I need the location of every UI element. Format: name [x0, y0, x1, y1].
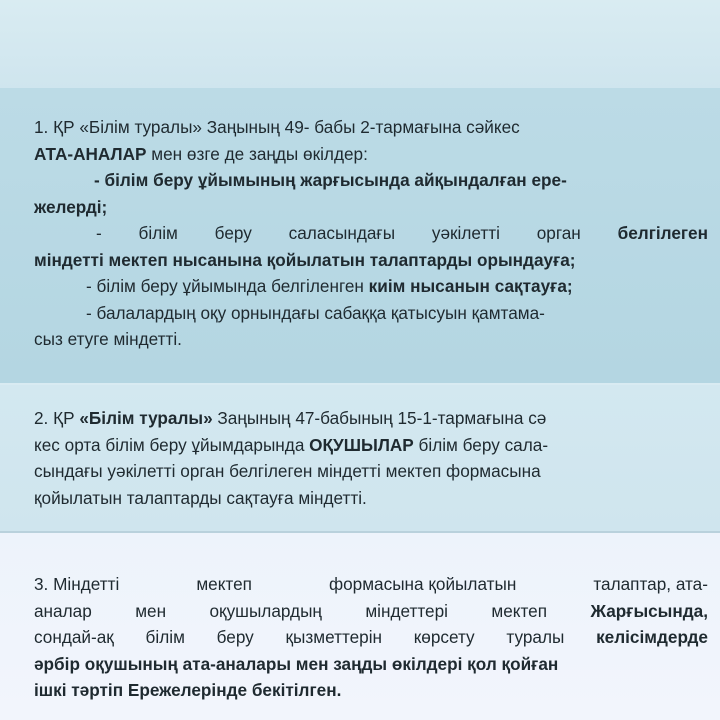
s2-line-1: 2. ҚР «Білім туралы» Заңының 47-бабының 15-1-тармағына сә — [34, 408, 547, 428]
s3-line-1: 3. Міндетті мектеп формасына қойылатын талаптар, ата- — [34, 574, 708, 594]
s2-line-2: кес орта білім беру ұйымдарында ОҚУШЫЛАР білім беру сала- — [34, 434, 549, 455]
s2-line-3: сындағы уәкілетті орган белгілеген міндетті мектеп формасына — [34, 461, 541, 481]
section-1-text — [34, 114, 708, 353]
s3-line-3: сондай-ақ білім беру қызметтерін көрсету туралы келісімдерде — [34, 627, 708, 647]
section-2-panel — [0, 385, 720, 533]
s1-line-5: - білім беру саласындағы уәкілетті орган белгілеген — [96, 223, 708, 243]
top-band — [0, 0, 720, 88]
s1-line-8: - балалардың оқу орнындағы сабаққа қатысуын қамтама- — [86, 302, 545, 323]
section-3-text — [34, 571, 708, 704]
s1-line-1: 1. ҚР «Білім туралы» Заңының 49- бабы 2-тармағына сәйкес — [34, 117, 520, 137]
section-2-text — [34, 405, 708, 511]
section-3-panel — [0, 533, 720, 720]
parents-term: АТА-АНАЛАР — [34, 143, 147, 164]
s3-line-2: аналар мен оқушылардың міндеттері мектеп Жарғысында, — [34, 600, 708, 621]
s1-line-9: сыз етуге міндетті. — [34, 329, 182, 349]
s2-line-4: қойылатын талаптарды сақтауға міндетті. — [34, 487, 367, 508]
section-1-panel — [0, 88, 720, 385]
s1-line-3: - білім беру ұйымының жарғысында айқындалған ере- — [94, 170, 567, 190]
s1-line-2: АТА-АНАЛАР мен өзге де заңды өкілдер: — [34, 143, 368, 164]
s1-line-6: міндетті мектеп нысанына қойылатын талаптарды орындауға; — [34, 249, 576, 270]
s1-line-7: - білім беру ұйымында белгіленген киім нысанын сақтауға; — [86, 276, 573, 296]
s3-line-5: ішкі тәртіп Ережелерінде бекітілген. — [34, 680, 342, 700]
students-term: ОҚУШЫЛАР — [309, 434, 414, 455]
s1-line-4: желерді; — [34, 196, 108, 217]
s3-line-4: әрбір оқушының ата-аналары мен заңды өкілдері қол қойған — [34, 653, 559, 674]
